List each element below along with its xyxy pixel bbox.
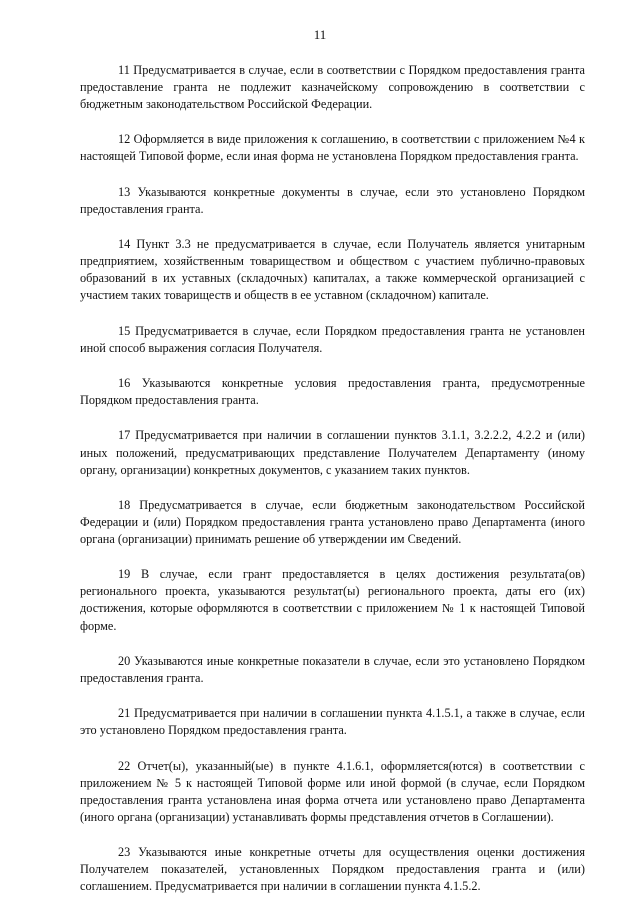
footnote-12: 12 Оформляется в виде приложения к соглашению, в соответствии с приложением №4 к настоящей Типовой форме, если иная форма не установлена Порядком предоставления гранта. xyxy=(80,132,585,164)
footnote-22: 22 Отчет(ы), указанный(ые) в пункте 4.1.6.1, оформляется(ются) в соответствии с приложением № 5 к настоящей Типовой форме или иной формой (в случае, если Порядком предоставления гранта установлена иная форма отчета или установлено право Департамента (иного органа (организации) устанавливать формы представления отчетов в Соглашении). xyxy=(80,758,585,824)
footnote-23: 23 Указываются иные конкретные отчеты для осуществления оценки достижения Получателем показателей, установленных Порядком предоставления гранта и (или) соглашением. Предусматривается при наличии в соглашении пункта 4.1.5.2. xyxy=(80,845,585,894)
page-number: 11 xyxy=(313,27,327,42)
footnote-20: 20 Указываются иные конкретные показатели в случае, если это установлено Порядком предоставления гранта. xyxy=(80,653,585,685)
footnote-13: 13 Указываются конкретные документы в случае, если это установлено Порядком предоставления гранта. xyxy=(80,184,585,216)
footnote-19: 19 В случае, если грант предоставляется в целях достижения результата(ов) регионального проекта, указываются результат(ы) регионального проекта, даты его (их) достижения, которые оформляются в соответствии с приложением № 1 к настоящей Типовой форме. xyxy=(80,567,585,633)
footnote-11: 11 Предусматривается в случае, если в соответствии с Порядком предоставления гранта предоставление гранта не подлежит казначейскому сопровождению в соответствии с бюджетным законодательством Российской Федерации. xyxy=(80,63,585,112)
footnote-15: 15 Предусматривается в случае, если Порядком предоставления гранта не установлен иной способ выражения согласия Получателя. xyxy=(80,323,585,355)
footnote-21: 21 Предусматривается при наличии в соглашении пункта 4.1.5.1, а также в случае, если это установлено Порядком предоставления гранта. xyxy=(80,706,585,738)
footnote-18: 18 Предусматривается в случае, если бюджетным законодательством Российской Федерации и (или) Порядком предоставления гранта установлено право Департамента (иного органа (организации) принимать решение об утверждении им Сведений. xyxy=(80,497,585,547)
footnotes-list xyxy=(80,62,585,914)
footnote-14: 14 Пункт 3.3 не предусматривается в случае, если Получатель является унитарным предприятием, хозяйственным товариществом и обществом с участием публично-правовых образований в их уставных (складочных) капиталах, а также коммерческой организацией с участием таких товариществ и обществ в ее уставном (складочном) капитале. xyxy=(80,237,585,303)
footnote-16: 16 Указываются конкретные условия предоставления гранта, предусмотренные Порядком предоставления гранта. xyxy=(80,376,585,408)
footnote-17: 17 Предусматривается при наличии в соглашении пунктов 3.1.1, 3.2.2.2, 4.2.2 и (или) иных положений, предусматривающих представление Получателем Департаменту (иному органу, организации) конкретных документов, с указанием таких пунктов. xyxy=(80,428,585,477)
